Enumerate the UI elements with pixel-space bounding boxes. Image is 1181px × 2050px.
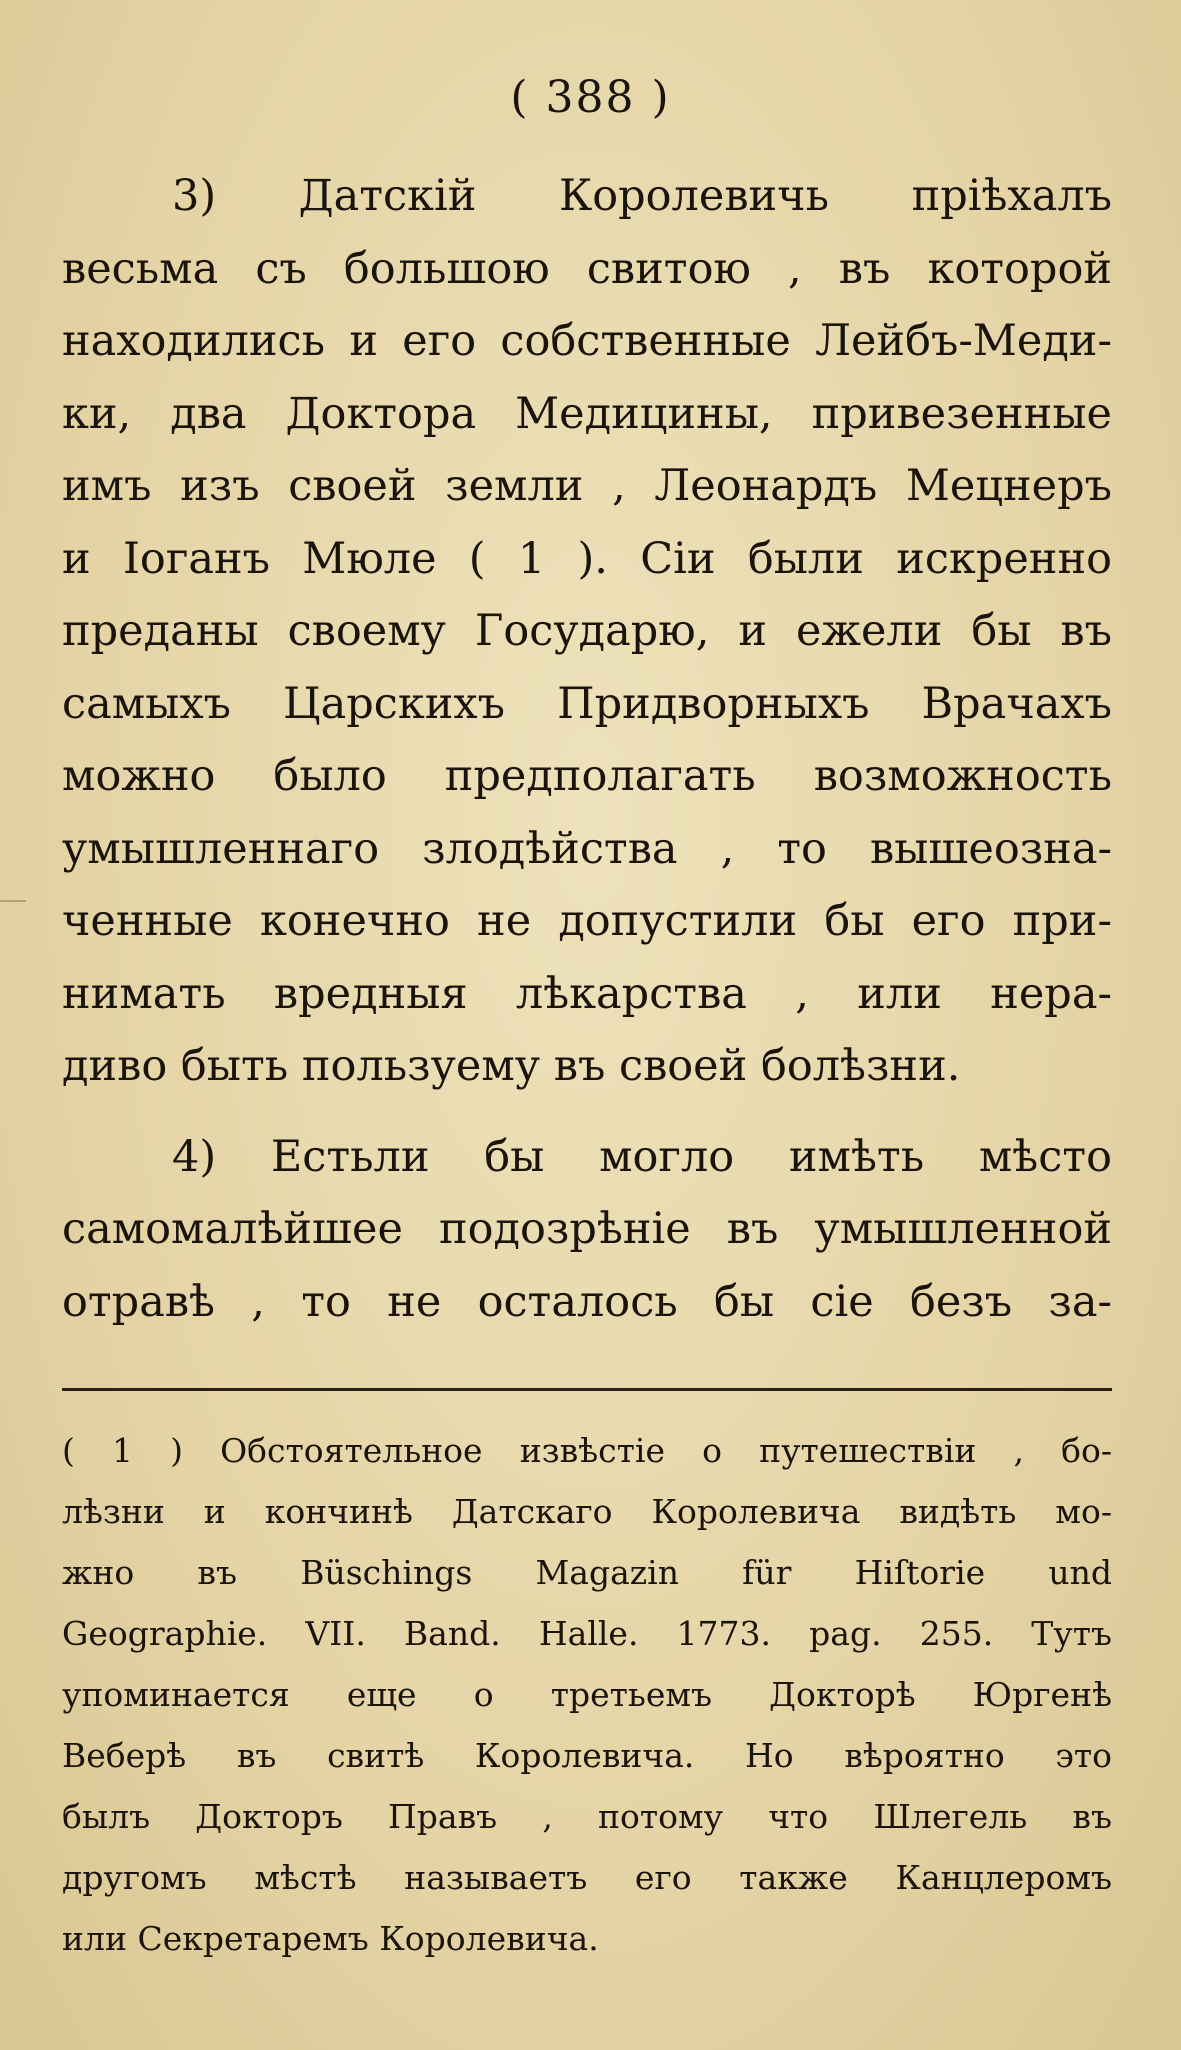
footnote-line: былъ Докторъ Правъ , потому что Шлегель въ [62,1797,1112,1836]
text-line: 4) Естьли бы могло имѣть мѣсто [172,1131,1112,1182]
text-line: имъ изъ своей земли , Леонардъ Мецнеръ [62,461,1112,511]
footnote-line: упоминается еще о третьемъ Докторѣ Юргенѣ [62,1675,1112,1714]
paragraph-3 [62,160,1112,1103]
paragraph-gap [62,1103,1112,1121]
footnote-line: ( 1 ) Обстоятельное извѣстіе о путешествіи , бо- [62,1431,1112,1470]
text-line: диво быть пользуему въ своей болѣзни. [62,1041,961,1091]
footnote-line: жно въ Büschings Magazin für Hiſtorie und [62,1553,1112,1592]
footnote-divider [62,1388,1112,1391]
footnote-line: Веберѣ въ свитѣ Королевича. Но вѣроятно это [62,1736,1112,1775]
footnote-line: или Секретаремъ Королевича. [62,1919,599,1958]
text-line: ченные конечно не допустили бы его при- [62,896,1112,946]
text-line: 3) Датскій Королевичь пріѣхалъ [172,171,1112,221]
text-line: ки, два Доктора Медицины, привезенные [62,388,1112,439]
text-line: самыхъ Царскихъ Придворныхъ Врачахъ [62,678,1112,729]
footnote [62,1420,1112,1969]
text-line: нимать вредныя лѣкарства , или нера- [62,968,1112,1019]
text-line: и Іоганъ Мюле ( 1 ). Сіи были искренно [62,533,1112,584]
margin-mark [0,900,26,902]
text-line: преданы своему Государю, и ежели бы въ [62,606,1112,656]
text-line: можно было предполагать возможность [62,751,1112,801]
text-line: весьма съ большою свитою , въ которой [62,243,1112,294]
footnote-line: Geographie. VII. Band. Halle. 1773. pag. 255. Тутъ [62,1614,1112,1653]
text-line: отравѣ , то не осталось бы сіе безъ за- [62,1276,1112,1327]
text-line: находились и его собственные Лейбъ-Меди- [62,316,1112,366]
footnote-line: лѣзни и кончинѣ Датскаго Королевича видѣть мо- [62,1492,1112,1531]
text-line: самомалѣйшее подозрѣніе въ умышленной [62,1204,1112,1254]
footnote-line: другомъ мѣстѣ называетъ его также Канцлеромъ [62,1858,1112,1897]
main-text [62,160,1112,1338]
page-number: ( 388 ) [510,72,671,123]
paragraph-4 [62,1121,1112,1339]
text-line: умышленнаго злодѣйства , то вышеозна- [62,823,1112,874]
